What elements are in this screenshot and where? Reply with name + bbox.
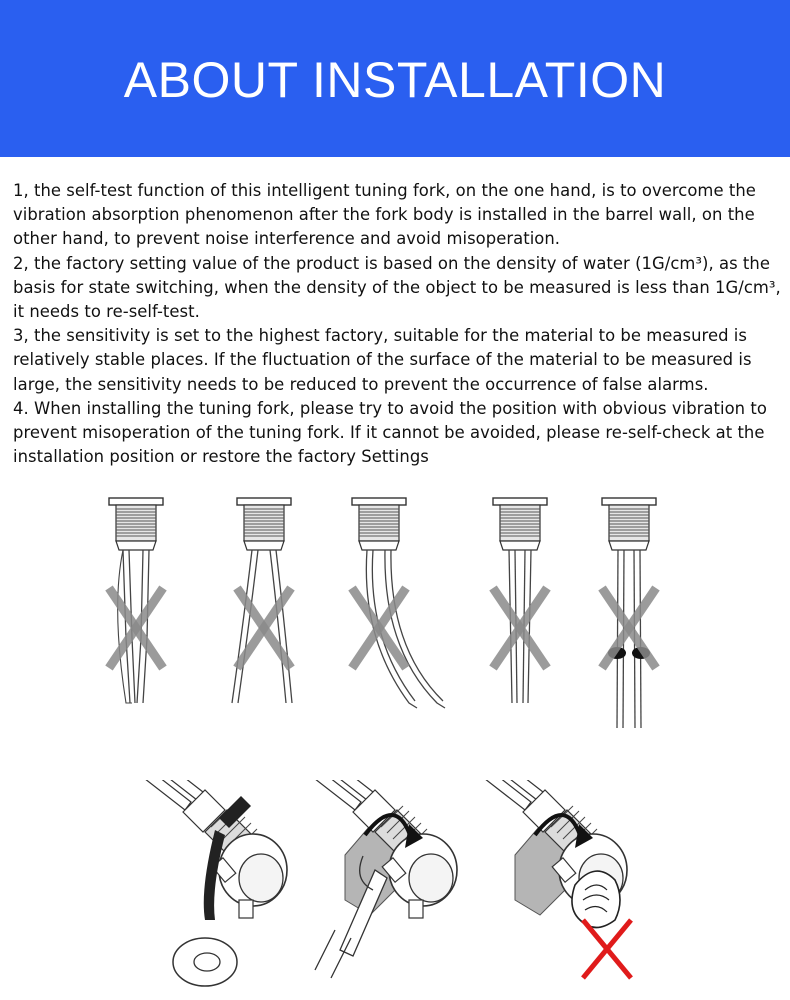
instruction-item: 4. When installing the tuning fork, please try to avoid the position with obvious vibration to prevent misoperation of the tuning fork. If it cannot be avoided, please re-self-check at the installation position or restore the factory Settings (13, 398, 767, 467)
mounting-step-illustrations (0, 780, 790, 1000)
instructions-text (13, 179, 783, 469)
instruction-item: 1, the self-test function of this intelligent tuning fork, on the one hand, is to overcome the vibration absorption phenomenon after the fork body is installed in the barrel wall, on the other hand, to prevent noise interference and avoid misoperation. (13, 181, 756, 249)
gray-cross-icon (493, 588, 547, 668)
fork-with-deposits (602, 498, 656, 728)
fork-bent-inward (232, 498, 292, 703)
tighten-with-wrench (265, 780, 457, 978)
fork-spread-tips (109, 498, 163, 703)
instruction-item: 3, the sensitivity is set to the highest factory, suitable for the material to be measured is relatively stable places. If the fluctuation of the surface of the material to be measured is large, the sensitivity needs to be reduced to prevent the occurrence of false alarms. (13, 326, 752, 394)
gray-cross-icon (602, 588, 656, 668)
red-cross-icon (583, 920, 631, 978)
fork-pinched (493, 498, 547, 703)
wrap-ptfe-tape (95, 780, 287, 986)
header-banner (0, 0, 790, 157)
gray-cross-icon (237, 588, 291, 668)
fork-bent-sideways (352, 498, 445, 708)
page-title: ABOUT INSTALLATION (123, 51, 667, 108)
tighten-by-hand (435, 780, 631, 978)
gray-cross-icon (352, 588, 406, 668)
gray-cross-icon (109, 588, 163, 668)
instruction-item: 2, the factory setting value of the product is based on the density of water (1G/cm³), as the basis for state switching, when the density of the object to be measured is less than 1G/cm³, it needs to re-self-test. (13, 253, 781, 322)
damaged-fork-illustrations (0, 490, 790, 740)
